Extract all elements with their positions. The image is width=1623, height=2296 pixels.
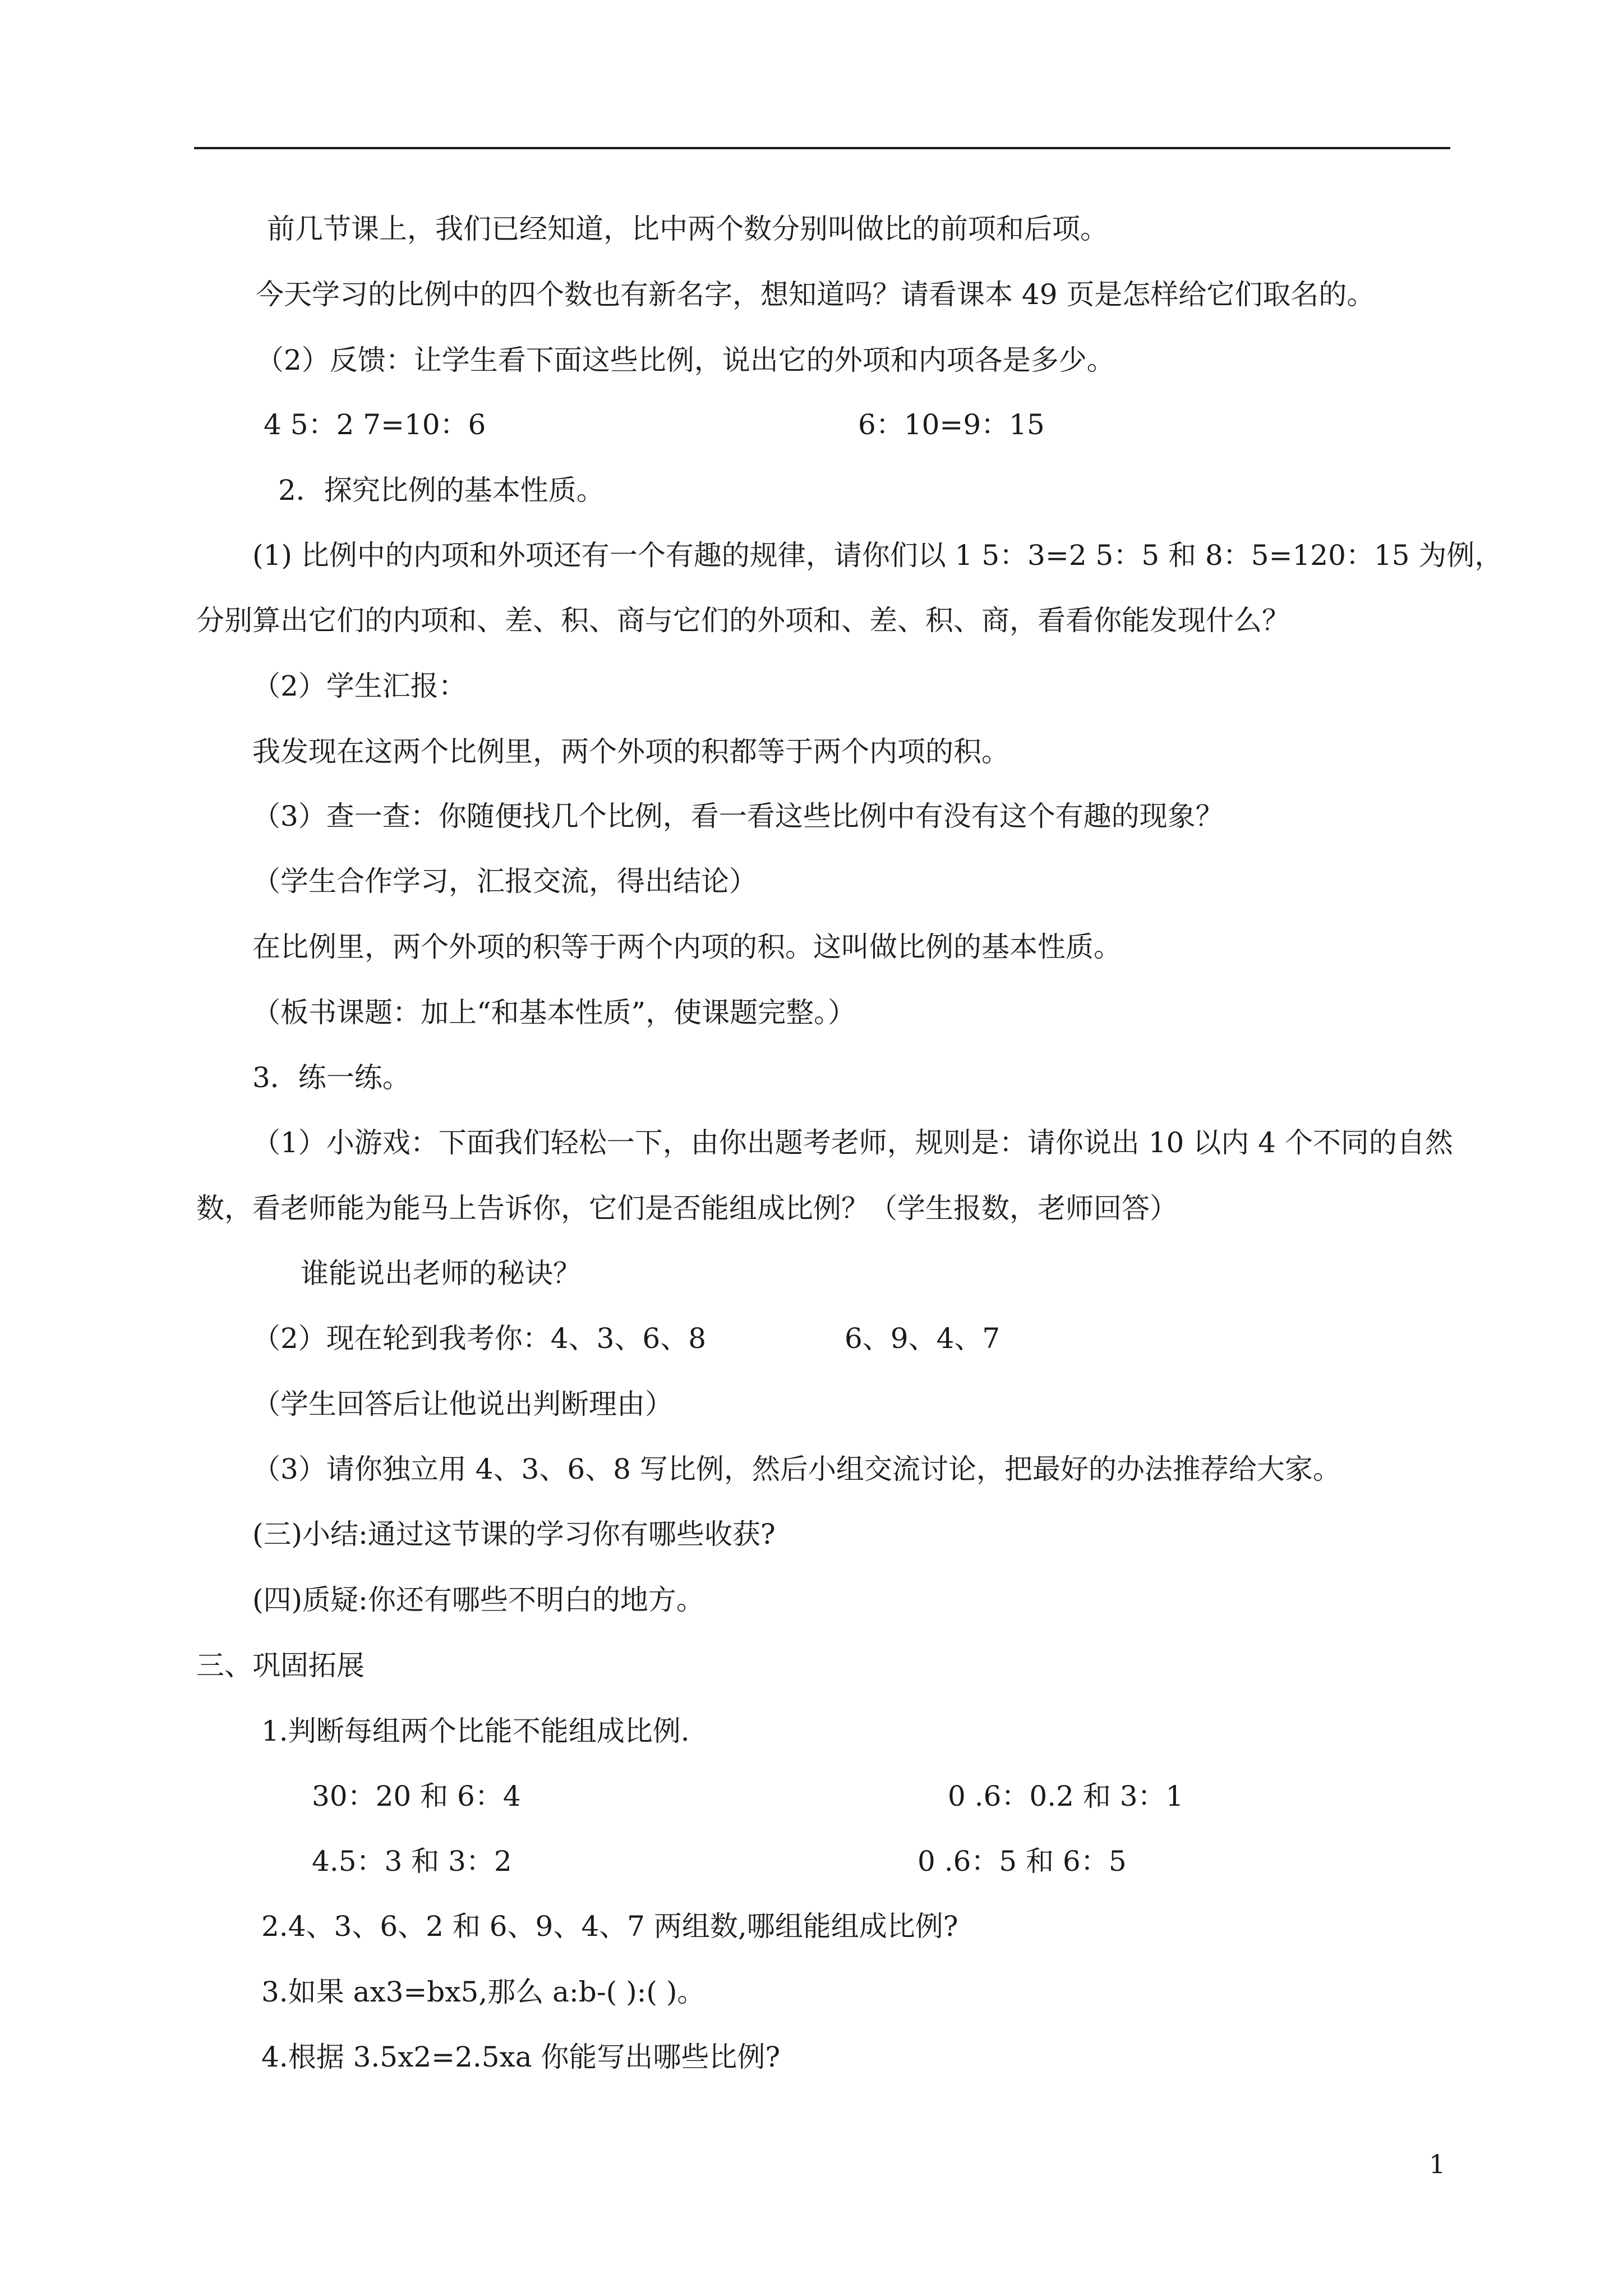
text-line: （2）反馈：让学生看下面这些比例，说出它的外项和内项各是多少。 [256,344,1115,376]
exercise-item: 2.4、3、6、2 和 6、9、4、7 两组数,哪组能组成比例? [261,1910,958,1943]
exercise-item: 1.判断每组两个比能不能组成比例. [261,1715,690,1747]
exercise-item-left: 4.5：3 和 3：2 [312,1845,512,1878]
text-line: （学生回答后让他说出判断理由） [252,1388,673,1420]
header-rule [194,147,1450,149]
text-line: （3）查一查：你随便找几个比例，看一看这些比例中有没有这个有趣的现象？ [252,800,1224,832]
text-line: 分别算出它们的内项和、差、积、商与它们的外项和、差、积、商，看看你能发现什么？ [196,604,1290,637]
text-line: （3）请你独立用 4、3、6、8 写比例，然后小组交流讨论，把最好的办法推荐给大家。 [252,1453,1341,1485]
text-line-right: 6、9、4、7 [845,1322,1000,1355]
text-line: 我发现在这两个比例里，两个外项的积都等于两个内项的积。 [252,735,1009,768]
text-line: (四)质疑:你还有哪些不明白的地方。 [252,1584,704,1616]
text-line: (1) 比例中的内项和外项还有一个有趣的规律，请你们以 1 5：3=2 5：5 和 8：5=120：15 为例， [252,539,1503,572]
text-line: 数，看老师能为能马上告诉你，它们是否能组成比例？（学生报数，老师回答） [196,1192,1178,1225]
exercise-item: 4.根据 3.5x2=2.5xa 你能写出哪些比例? [261,2041,781,2073]
ratio-example-left: 4 5：2 7=10：6 [264,408,486,441]
section-heading: 三、巩固拓展 [196,1649,365,1682]
exercise-item-left: 30：20 和 6：4 [312,1780,521,1812]
text-line-left: （2）现在轮到我考你：4、3、6、8 [252,1322,707,1355]
text-line: （学生合作学习，汇报交流，得出结论） [252,865,757,898]
text-line: 前几节课上，我们已经知道，比中两个数分别叫做比的前项和后项。 [267,213,1108,245]
text-line: （2）学生汇报： [252,670,467,702]
page-number: 1 [1429,2149,1446,2179]
text-line: 在比例里，两个外项的积等于两个内项的积。这叫做比例的基本性质。 [252,931,1122,963]
section-heading: 2．探究比例的基本性质。 [278,474,605,507]
text-line: (三)小结:通过这节课的学习你有哪些收获? [252,1518,776,1550]
section-heading: 3．练一练。 [252,1061,411,1094]
text-line: 谁能说出老师的秘诀？ [301,1257,581,1290]
exercise-item-right: 0 .6：5 和 6：5 [917,1845,1127,1878]
exercise-item: 3.如果 ax3=bx5,那么 a:b-( ):( )。 [261,1976,706,2008]
ratio-example-right: 6：10=9：15 [858,408,1045,441]
text-line: （板书课题：加上“和基本性质”，使课题完整。） [252,996,856,1029]
exercise-item-right: 0 .6：0.2 和 3：1 [948,1780,1184,1812]
text-line: 今天学习的比例中的四个数也有新名字，想知道吗？请看课本 49 页是怎样给它们取名的。 [256,278,1375,311]
text-line: （1）小游戏：下面我们轻松一下，由你出题考老师，规则是：请你说出 10 以内 4 个不同的自然 [252,1126,1453,1159]
